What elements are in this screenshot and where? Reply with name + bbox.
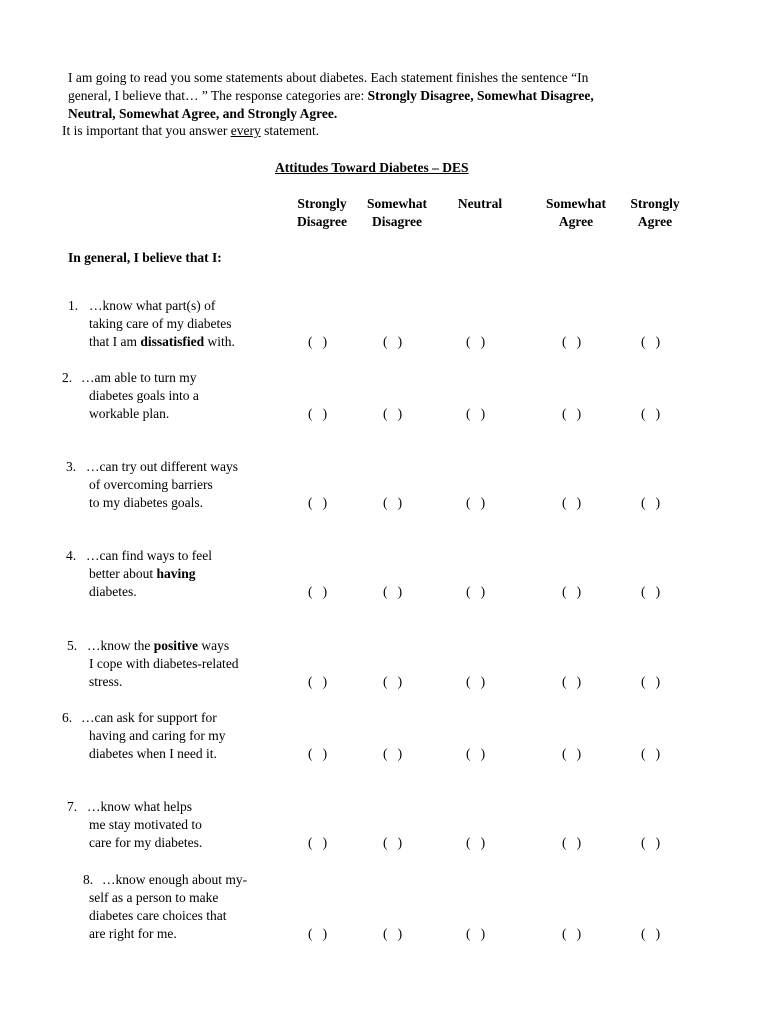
response-option-somewhat-agree[interactable]: ( ) <box>562 835 582 850</box>
response-option-somewhat-disagree[interactable]: ( ) <box>383 674 403 689</box>
item-text-line <box>89 673 122 691</box>
scale-header-neutral <box>430 195 530 213</box>
response-option-somewhat-disagree[interactable]: ( ) <box>383 495 403 510</box>
page-title: Attitudes Toward Diabetes – DES <box>275 160 469 175</box>
response-option-neutral[interactable]: ( ) <box>466 334 486 349</box>
response-option-strongly-disagree[interactable]: ( ) <box>308 835 328 850</box>
item-text: with. <box>204 334 235 349</box>
item-text-line <box>89 745 217 763</box>
response-option-somewhat-agree[interactable]: ( ) <box>562 584 582 599</box>
item-text: …know what helps <box>87 799 192 814</box>
item-number: 7. <box>67 799 78 814</box>
item-text-line <box>86 458 238 476</box>
intro-line-4 <box>62 122 319 140</box>
item-text-line <box>89 889 218 907</box>
response-option-strongly-agree[interactable]: ( ) <box>641 926 661 941</box>
item-text: that I am <box>89 334 141 349</box>
item-text: me stay motivated to <box>89 817 202 832</box>
item-text-line <box>89 565 196 583</box>
response-option-strongly-agree[interactable]: ( ) <box>641 746 661 761</box>
item-text: diabetes care choices that <box>89 908 227 923</box>
response-option-strongly-agree[interactable]: ( ) <box>641 835 661 850</box>
response-option-strongly-disagree[interactable]: ( ) <box>308 746 328 761</box>
intro-emphasis-every: every <box>230 123 261 138</box>
response-option-strongly-disagree[interactable]: ( ) <box>308 334 328 349</box>
response-option-somewhat-agree[interactable]: ( ) <box>562 926 582 941</box>
response-option-neutral[interactable]: ( ) <box>466 835 486 850</box>
response-option-somewhat-disagree[interactable]: ( ) <box>383 406 403 421</box>
item-text-line <box>89 727 225 745</box>
item-text-line <box>86 547 212 565</box>
item-text: …can ask for support for <box>81 710 217 725</box>
item-number: 4. <box>66 548 77 563</box>
item-text: having and caring for my <box>89 728 226 743</box>
response-option-strongly-agree[interactable]: ( ) <box>641 674 661 689</box>
item-text: taking care of my diabetes <box>89 316 232 331</box>
response-option-strongly-disagree[interactable]: ( ) <box>308 674 328 689</box>
item-text: self as a person to make <box>89 890 219 905</box>
item-text: care for my diabetes. <box>89 835 203 850</box>
item-text-line <box>89 297 215 315</box>
response-option-somewhat-disagree[interactable]: ( ) <box>383 835 403 850</box>
item-text: ways <box>198 638 230 653</box>
item-text-line <box>89 907 227 925</box>
item-text-line <box>81 369 196 387</box>
item-text-line <box>87 637 229 655</box>
item-text: are right for me. <box>89 926 177 941</box>
intro-line-4-post: statement. <box>260 123 320 138</box>
item-number: 5. <box>67 638 78 653</box>
item-text-line <box>87 798 192 816</box>
scale-header-line: Agree <box>637 214 673 229</box>
response-option-strongly-agree[interactable]: ( ) <box>641 495 661 510</box>
item-text: diabetes goals into a <box>89 388 199 403</box>
item-text-line <box>89 476 213 494</box>
response-option-somewhat-disagree[interactable]: ( ) <box>383 334 403 349</box>
item-emphasis: having <box>156 566 196 581</box>
response-option-somewhat-agree[interactable]: ( ) <box>562 746 582 761</box>
item-emphasis: dissatisfied <box>140 334 205 349</box>
item-stem: In general, I believe that I: <box>68 250 222 265</box>
item-number: 8. <box>83 872 94 887</box>
response-option-somewhat-agree[interactable]: ( ) <box>562 674 582 689</box>
item-number: 3. <box>66 459 77 474</box>
response-option-neutral[interactable]: ( ) <box>466 746 486 761</box>
response-option-somewhat-disagree[interactable]: ( ) <box>383 926 403 941</box>
intro-line-4-pre: It is important that you answer <box>62 123 231 138</box>
intro-categories-2: Neutral, Somewhat Agree, and Strongly Agree. <box>68 106 338 121</box>
response-option-somewhat-agree[interactable]: ( ) <box>562 495 582 510</box>
item-text-line <box>81 709 217 727</box>
item-text: …know enough about my- <box>102 872 248 887</box>
item-text: …know the <box>87 638 154 653</box>
response-option-strongly-agree[interactable]: ( ) <box>641 406 661 421</box>
response-option-neutral[interactable]: ( ) <box>466 495 486 510</box>
response-option-strongly-agree[interactable]: ( ) <box>641 584 661 599</box>
item-text-line <box>89 583 137 601</box>
item-text-line <box>89 834 202 852</box>
item-text: stress. <box>89 674 123 689</box>
response-option-strongly-disagree[interactable]: ( ) <box>308 926 328 941</box>
response-option-neutral[interactable]: ( ) <box>466 406 486 421</box>
scale-header-line: Somewhat <box>367 196 427 211</box>
response-option-strongly-disagree[interactable]: ( ) <box>308 584 328 599</box>
item-number: 1. <box>68 298 79 313</box>
item-text-line <box>89 816 202 834</box>
response-option-neutral[interactable]: ( ) <box>466 926 486 941</box>
item-text-line <box>89 387 199 405</box>
scale-header-line: Disagree <box>372 214 422 229</box>
response-option-somewhat-disagree[interactable]: ( ) <box>383 584 403 599</box>
intro-line-2 <box>68 87 594 105</box>
item-text-line <box>89 925 177 943</box>
response-option-strongly-disagree[interactable]: ( ) <box>308 406 328 421</box>
intro-line-1: I am going to read you some statements about diabetes. Each statement finishes the sentence “In <box>68 70 589 85</box>
scale-header-line: Strongly <box>630 196 680 211</box>
response-option-somewhat-agree[interactable]: ( ) <box>562 334 582 349</box>
item-text: I cope with diabetes-related <box>89 656 239 671</box>
item-text: workable plan. <box>89 406 170 421</box>
item-text: …know what part(s) of <box>89 298 216 313</box>
item-number: 6. <box>62 710 73 725</box>
item-text: diabetes. <box>89 584 137 599</box>
response-option-strongly-agree[interactable]: ( ) <box>641 334 661 349</box>
response-option-neutral[interactable]: ( ) <box>466 674 486 689</box>
item-text: of overcoming barriers <box>89 477 213 492</box>
item-text: …am able to turn my <box>81 370 197 385</box>
scale-header-line: Disagree <box>297 214 347 229</box>
item-text: diabetes when I need it. <box>89 746 217 761</box>
item-text-line <box>89 494 203 512</box>
scale-header-line: Strongly <box>297 196 347 211</box>
item-text-line <box>89 315 231 333</box>
item-number: 2. <box>62 370 73 385</box>
response-option-neutral[interactable]: ( ) <box>466 584 486 599</box>
item-text: better about <box>89 566 157 581</box>
response-option-somewhat-agree[interactable]: ( ) <box>562 406 582 421</box>
scale-header-strongly-agree <box>605 195 705 231</box>
item-text-line <box>89 333 235 351</box>
item-text: …can find ways to feel <box>86 548 212 563</box>
scale-header-line: Neutral <box>457 196 503 211</box>
item-text-line <box>89 405 169 423</box>
response-option-somewhat-disagree[interactable]: ( ) <box>383 746 403 761</box>
item-text: …can try out different ways <box>86 459 238 474</box>
item-emphasis: positive <box>153 638 199 653</box>
item-text: to my diabetes goals. <box>89 495 203 510</box>
response-option-strongly-disagree[interactable]: ( ) <box>308 495 328 510</box>
intro-categories-1: Strongly Disagree, Somewhat Disagree, <box>367 88 594 103</box>
intro-line-2-text: general, I believe that… ” The response categories are: <box>68 88 368 103</box>
scale-header-line: Agree <box>558 214 594 229</box>
scale-header-line: Somewhat <box>546 196 606 211</box>
item-text-line <box>89 655 239 673</box>
item-text-line <box>102 871 247 889</box>
